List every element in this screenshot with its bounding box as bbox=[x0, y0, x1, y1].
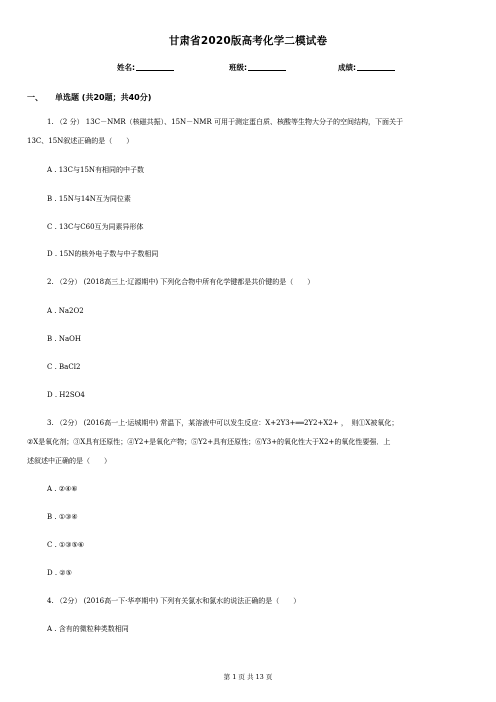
question-1-stem-line1: 1. （2 分） 13C－NMR（核磁共振）、15N－NMR 可用于测定蛋白质、核酸等生物大分子的空间结构，下面关于 bbox=[47, 118, 403, 126]
question-4-option-a: A . 含有的微粒种类数相同 bbox=[47, 625, 129, 633]
question-3-stem-line1: 3. （2分） (2016高一上·运城期中) 常温下，某溶液中可以发生反应：X+2Y3+══2Y2+X2+ ， 则①X被氧化； bbox=[47, 419, 399, 427]
class-field bbox=[229, 62, 286, 73]
question-1-stem-line2: 13C、15N叙述正确的是（ ） bbox=[27, 137, 134, 145]
name-label: 姓名: bbox=[117, 63, 135, 72]
page-footer: 第 1 页 共 13 页 bbox=[223, 673, 273, 681]
question-3-stem-line3: 述叙述中正确的是（ ） bbox=[27, 457, 111, 465]
question-2-option-c: C . BaCl2 bbox=[47, 363, 81, 371]
question-3-option-d: D . ②⑤ bbox=[47, 569, 72, 577]
section-title: 单选题 (共20题；共40分) bbox=[55, 93, 152, 102]
question-1-option-b: B . 15N与14N互为同位素 bbox=[47, 195, 131, 203]
name-field bbox=[117, 62, 174, 73]
question-3-option-c: C . ①③⑤⑥ bbox=[47, 541, 85, 549]
question-3-option-b: B . ①③④ bbox=[47, 513, 78, 521]
section-heading bbox=[27, 92, 151, 103]
question-1-option-a: A . 13C与15N有相同的中子数 bbox=[47, 166, 145, 174]
section-number: 一、 bbox=[27, 93, 43, 102]
question-2-option-a: A . Na2O2 bbox=[47, 307, 84, 315]
class-label: 班级: bbox=[229, 63, 247, 72]
score-blank bbox=[357, 62, 395, 71]
question-2-option-b: B . NaOH bbox=[47, 335, 81, 343]
score-label: 成绩: bbox=[338, 63, 356, 72]
question-4-stem-line1: 4. （2分） (2016高一下·华亭期中) 下列有关氯水和氯水的说法正确的是（ ） bbox=[47, 597, 301, 605]
score-field bbox=[338, 62, 395, 73]
question-3-option-a: A . ②④⑥ bbox=[47, 485, 78, 493]
question-1-option-d: D . 15N的核外电子数与中子数相同 bbox=[47, 250, 159, 258]
class-blank bbox=[248, 62, 286, 71]
page-title: 甘肃省2020版高考化学二模试卷 bbox=[168, 35, 328, 47]
question-2-option-d: D . H2SO4 bbox=[47, 391, 85, 399]
question-2-stem-line1: 2. （2分） (2018高三上·辽源期中) 下列化合物中所有化学键都是共价键的是（ ） bbox=[47, 278, 315, 286]
name-blank bbox=[136, 62, 174, 71]
question-1-option-c: C . 13C与C60互为同素异形体 bbox=[47, 223, 144, 231]
question-3-stem-line2: ②X是氧化剂；③X具有还原性；④Y2+是氧化产物；⑤Y2+具有还原性；⑥Y3+的氧化性大于X2+的氧化性要强．上 bbox=[27, 438, 391, 446]
student-info-row bbox=[0, 62, 496, 74]
